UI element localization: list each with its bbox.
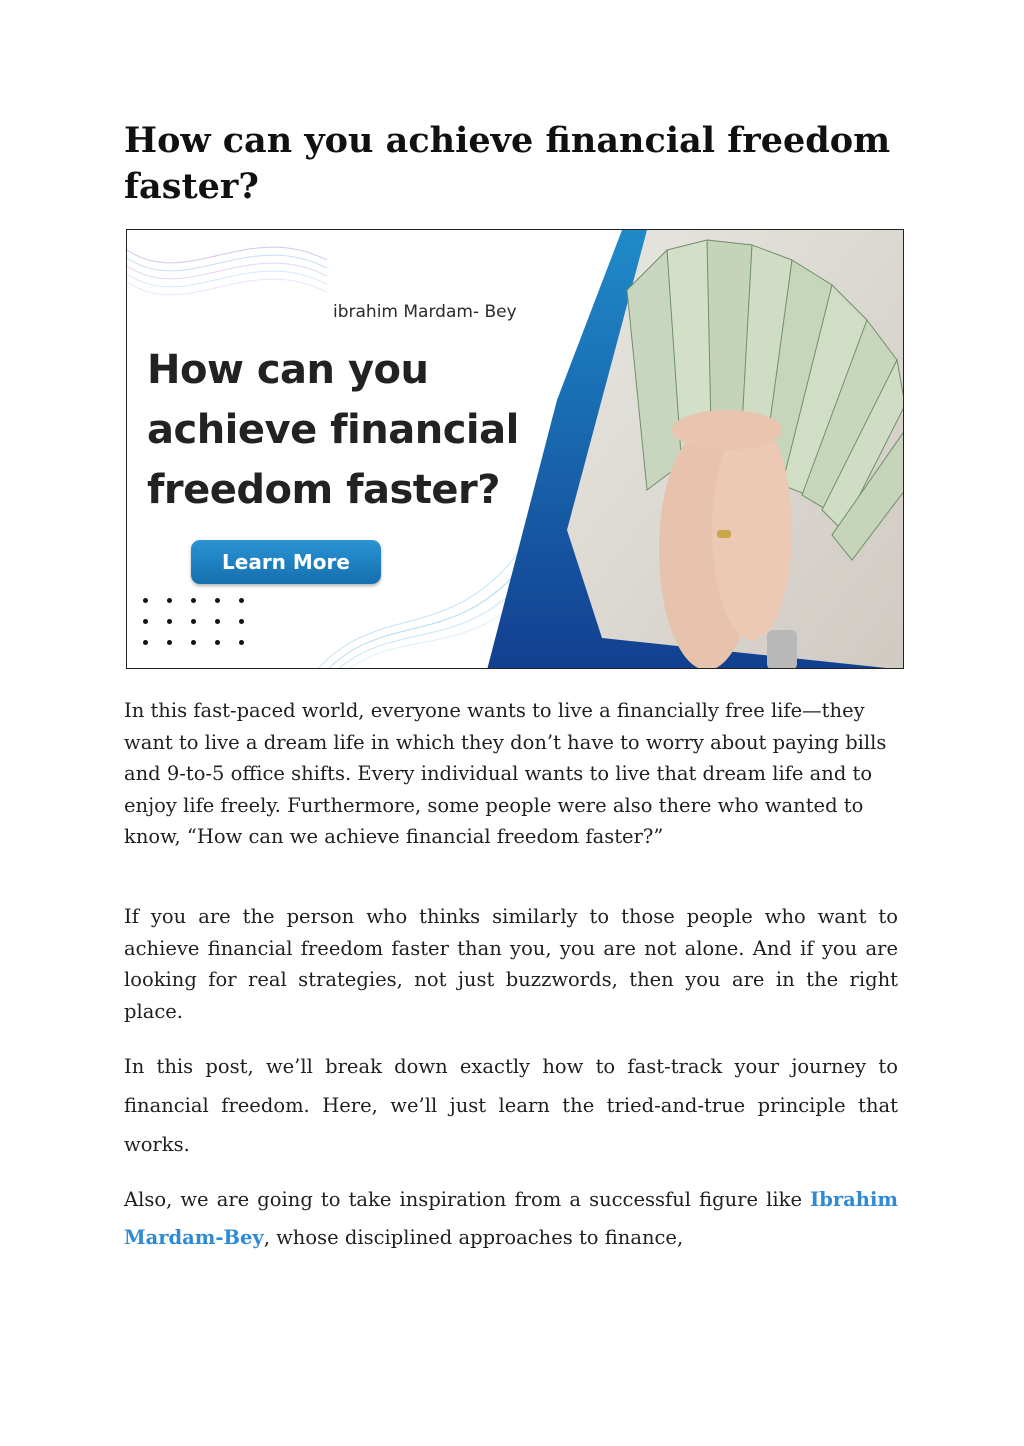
paragraph-intro: In this fast-paced world, everyone wants to live a financially free life—they want to live a dream life in which they don’t have to worry about paying bills and 9-to-5 office shifts. Every individual wants to live that dream life and to enjoy life freely. Furthermore, some people were also there who wanted to know, “How can we achieve financial freedom faster?” [124, 699, 887, 848]
dot-grid-decoration [143, 598, 263, 645]
paragraph-4-text-end: , whose disciplined approaches to finance, [263, 1226, 684, 1249]
article-title: How can you achieve financial freedom faster? [124, 120, 891, 207]
banner-author: ibrahim Mardam- Bey [333, 302, 517, 322]
paragraph-4 [124, 1181, 898, 1257]
ring [717, 530, 731, 538]
banner-heading: How can you achieve financial freedom faster? [147, 347, 519, 513]
ibrahim-mardam-bey-link[interactable]: Ibrahim Mardam-Bey [124, 1188, 898, 1249]
paragraph-3: In this post, we’ll break down exactly how to fast-track your journey to financial freedom. Here, we’ll just learn the tried-and-true principle that works. [124, 1055, 898, 1156]
hero-banner-image [126, 229, 904, 669]
learn-more-button[interactable]: Learn More [191, 540, 381, 584]
paragraph-4-text-start: Also, we are going to take inspiration from a successful figure like [124, 1188, 811, 1211]
paragraph-2: If you are the person who thinks similarly to those people who want to achieve financial freedom faster than you, you are not alone. And if you are looking for real strategies, not just buzzwords, then you are in the right place. [124, 905, 898, 1023]
